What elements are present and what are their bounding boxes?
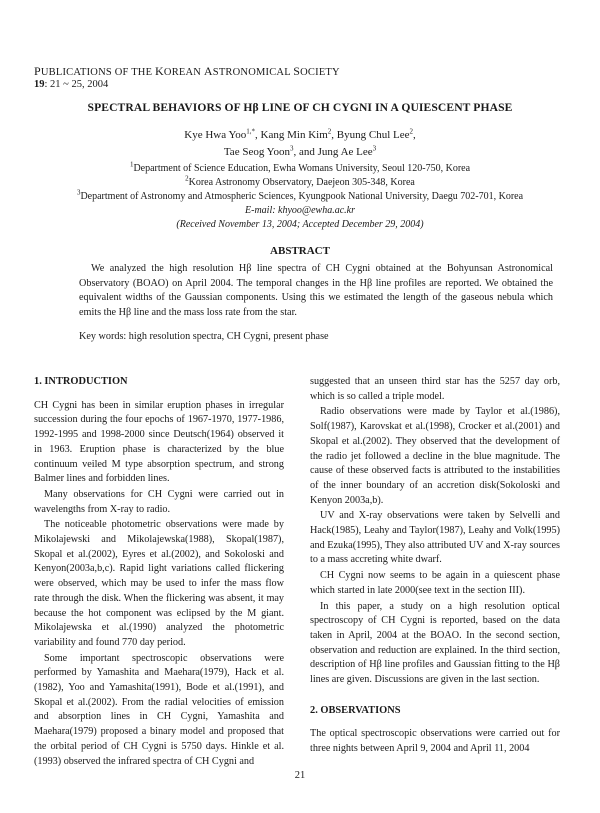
received-date: (Received November 13, 2004; Accepted December 29, 2004) bbox=[176, 219, 424, 230]
authors-line-1: Kye Hwa Yoo$^{1,*}$, Kang Min Kim$^2$, Byung Chul Lee$^2$, bbox=[184, 127, 416, 141]
page-number: 21 bbox=[294, 770, 306, 781]
section-heading-observations: 2. OBSERVATIONS bbox=[310, 704, 401, 716]
paper-title: SPECTRAL BEHAVIORS OF Hβ LINE OF CH CYGNI IN A QUIESCENT PHASE bbox=[87, 101, 513, 114]
left-column bbox=[34, 375, 284, 770]
author-email: E-mail: khyoo@ewha.ac.kr bbox=[245, 205, 355, 216]
section-heading-introduction: 1. INTRODUCTION bbox=[34, 376, 128, 387]
right-column bbox=[310, 375, 560, 758]
affiliation-2: $^2$Korea Astronomy Observatory, Daejeon 305-348, Korea bbox=[185, 174, 415, 188]
intro-paragraph: Many observations for CH Cygni were carried out in wavelengths from X-ray to radio. bbox=[34, 488, 284, 515]
abstract-heading: ABSTRACT bbox=[270, 245, 330, 257]
intro-paragraph: The noticeable photometric observations were made by Mikolajewski and Mikolajewska(1988), Skopal(1987), Skopal et al.(2002), Eyres et al.(2002), and Sokoloski and Kenyon(2003a,b,c). Rapid light variations called flickering were observed, which may be used to infer the mass flow rate through the disk. When the flickering was absent, it may because the hot component was eclipsed by the M giant. Mikolajewska et al.(1990) analyzed the photometric variability and found 770 day period. bbox=[34, 519, 284, 648]
intro-paragraph: UV and X-ray observations were taken by Selvelli and Hack(1985), Leahy and Taylor(1987), Leahy and Volk(1995) and Ezuka(1995), They also attributed UV and X-ray sources to a mass accreting white dwarf. bbox=[310, 510, 560, 566]
abstract-text: We analyzed the high resolution Hβ line spectra of CH Cygni obtained at the Bohyunsan Astronomical Observatory (BOAO) on April 2004. The temporal changes in the Hβ line profiles are reported. We obtained the equivalent widths of the Gaussian components. Using this we estimated the length of the gaseous nebula which emits the Hβ line and the mass loss rate from the star. bbox=[79, 263, 553, 318]
affiliation-3: $^3$Department of Astronomy and Atmospheric Sciences, Kyungpook National University, Daegu 702-701, Korea bbox=[76, 188, 524, 202]
journal-name: PUBLICATIONS OF THE KOREAN ASTRONOMICAL SOCIETY bbox=[34, 64, 340, 78]
keywords: Key words: high resolution spectra, CH Cygni, present phase bbox=[79, 331, 329, 342]
volume-info: 19: 21 ~ 25, 2004 bbox=[34, 79, 109, 90]
intro-paragraph: Radio observations were made by Taylor et al.(1986), Solf(1987), Karovskat et al.(1998), Crocker et al.(2001) and Skopal et al.(2002). They observed that the development of the radio jet followed a decline in the blue magnitude. The cause of these observed facts is attributed to the instabilities of the inner boundary of an accretion disk(Sokoloski and Kenyon 2003a,b). bbox=[310, 406, 560, 506]
intro-paragraph: In this paper, a study on a high resolution optical spectroscopy of CH Cygni is reported, based on the data taken in April, 2004 at the BOAO. In the second section, observation and reduction are explained. In the third section, description of Hβ line profiles and Gaussian fitting to the Hβ lines are given. Discussions are given in the last section. bbox=[310, 600, 560, 686]
intro-paragraph: CH Cygni now seems to be again in a quiescent phase which started in late 2000(see text in the section III). bbox=[310, 570, 560, 596]
intro-paragraph: Some important spectroscopic observations were performed by Yamashita and Maehara(1979), Hack et al.(1982), Yoo and Yamashita(1991), Bode et al.(1991), and Skopal et al.(2002). From the radial velocities of emission and absorption lines in CH Cygni, Yamashita and Maehara(1979) proposed a binary model and proposed that the orbital period of CH Cygni is 5750 days. Hinkle et al.(1993) observed the infrared spectra of CH Cygni and bbox=[34, 652, 284, 767]
authors-line-2: Tae Seog Yoon$^3$, and Jung Ae Lee$^3$ bbox=[223, 144, 377, 158]
intro-paragraph: suggested that an unseen third star has the 5257 day orb, which is so called a triple model. bbox=[310, 376, 560, 402]
observations-paragraph: The optical spectroscopic observations were carried out for three nights between April 9, 2004 and April 11, 2004 bbox=[310, 728, 560, 755]
intro-paragraph: CH Cygni has been in similar eruption phases in irregular succession during the four epochs of 1967-1970, 1977-1986, 1992-1995 and 1998-2000 since Deutsch(1964) observed it in 1963. Eruption phase is characterized by the blue continuum veiled M type absorption spectrum, and strong Balmer lines and forbidden lines. bbox=[34, 399, 284, 485]
affiliation-1: $^1$Department of Science Education, Ewha Womans University, Seoul 120-750, Korea bbox=[129, 160, 471, 174]
